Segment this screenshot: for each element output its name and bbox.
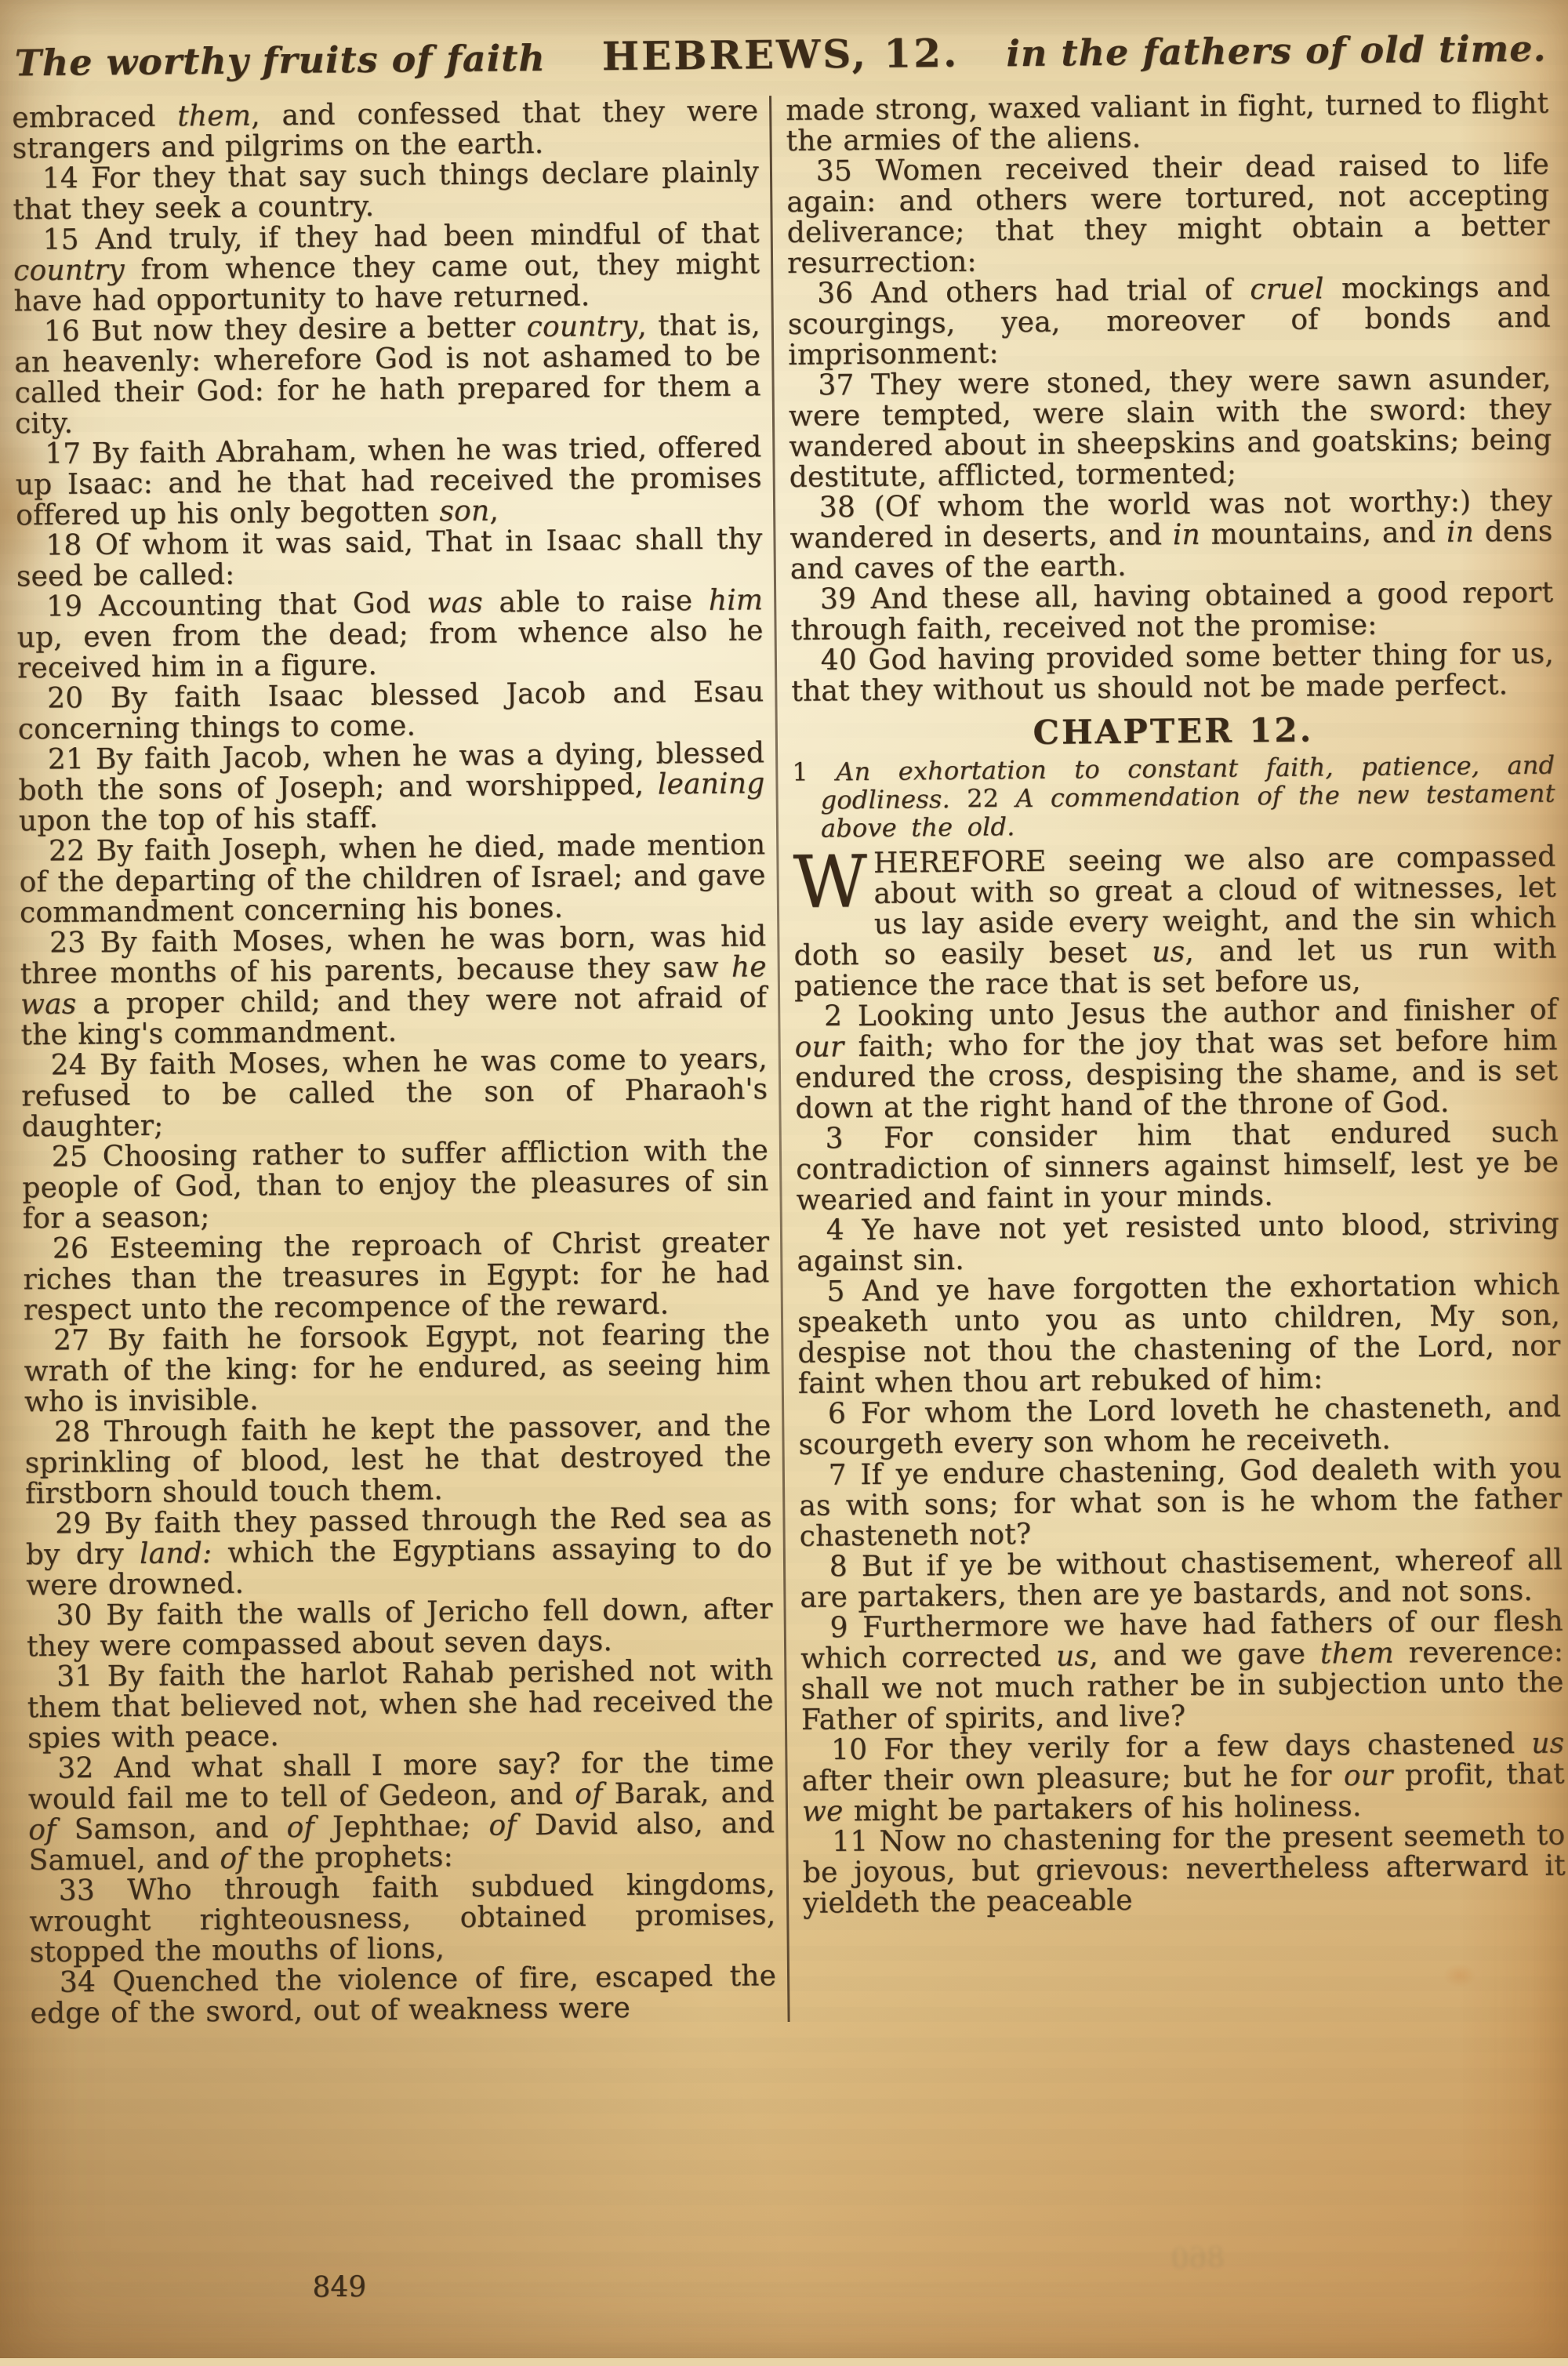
verse-number: 27 — [53, 1324, 90, 1357]
verse-number: 14 — [42, 162, 79, 196]
italic-word: he was — [20, 951, 767, 1022]
verse-number: 7 — [828, 1459, 848, 1492]
italic-word: land: — [139, 1537, 212, 1570]
verse-number: 34 — [59, 1966, 96, 1999]
verse-7: 7 If ye endure chastening, God dealeth with you as with sons; for what son is he whom the father chasteneth not? — [799, 1452, 1563, 1553]
verse-28: 28 Through faith he kept the passover, and the sprinkling of blood, lest he that destroyed the firstborn should touch them. — [24, 1410, 771, 1511]
verse-number: 16 — [43, 315, 81, 349]
verse-number: 39 — [819, 583, 857, 616]
verse-number: 6 — [827, 1398, 847, 1431]
upright-number: 1 — [792, 757, 809, 787]
verse-11: 11 Now no chastening for the present seemeth to be joyous, but grievous: nevertheless afterward it yieldeth the peaceable — [802, 1819, 1566, 1920]
verse-number: 33 — [58, 1874, 96, 1907]
verse-5: 5 And ye have forgotten the exhortation which speaketh unto you as unto children, My son, despise not thou the chastening of the Lord, nor faint when thou art rebuked of him: — [797, 1268, 1561, 1400]
italic-word: them — [1319, 1637, 1395, 1671]
verse-16: 16 But now they desire a better country, that is, an heavenly: wherefore God is not ashamed to be called their God: for he hath prepared for them a city. — [14, 309, 761, 441]
verse-number: 8 — [829, 1551, 848, 1584]
verse-20: 20 By faith Isaac blessed Jacob and Esau concerning things to come. — [17, 676, 764, 746]
italic-word: leaning — [657, 767, 765, 801]
verse-21: 21 By faith Jacob, when he was a dying, blessed both the sons of Joseph; and worshipped, leaning upon the top of his staff. — [18, 737, 765, 838]
left-column — [12, 96, 777, 2029]
verse-number: 26 — [52, 1232, 89, 1265]
verse-34: 34 Quenched the violence of fire, escaped the edge of the sword, out of weakness were — [30, 1960, 777, 2030]
verse-number: 30 — [56, 1599, 93, 1632]
italic-word: of — [488, 1809, 517, 1842]
verse-14: 14 For they that say such things declare plainly that they seek a country. — [13, 156, 760, 227]
italic-word: us — [1531, 1727, 1565, 1760]
verse-4: 4 Ye have not yet resisted unto blood, striving against sin. — [797, 1207, 1560, 1278]
verse-29: 29 By faith they passed through the Red sea as by dry land: which the Egyptians assaying to do were drowned. — [25, 1501, 773, 1602]
running-head-title: HEBREWS, 12. — [601, 29, 960, 80]
italic-word: of — [220, 1842, 248, 1875]
verse-18: 18 Of whom it was said, That in Isaac shall thy seed be called: — [16, 523, 763, 593]
verse-number: 40 — [820, 644, 858, 677]
bleedthrough-ghost-text: 860 — [1170, 2241, 1225, 2277]
verse-number: 15 — [42, 223, 79, 257]
chapter-heading: CHAPTER 12. — [1033, 710, 1314, 752]
italic-word: was — [426, 586, 484, 620]
verse-8: 8 But if ye be without chastisement, whereof all are partakers, then are ye bastards, and not sons. — [800, 1544, 1563, 1614]
verse-38: 38 (Of whom the world was not worthy:) they wandered in deserts, and in mountains, and in dens and caves of the earth. — [789, 484, 1553, 586]
verse-40: 40 God having provided some better thing for us, that they without us should not be made perfect. — [791, 637, 1555, 708]
verse-number: 22 — [48, 835, 85, 868]
running-head-left: The worthy fruits of faith — [14, 36, 546, 85]
verse-30: 30 By faith the walls of Jericho fell down, after they were compassed about seven days. — [26, 1593, 773, 1664]
verse-number: 2 — [823, 1000, 843, 1033]
italic-word: we — [801, 1795, 844, 1828]
verse-number: 38 — [818, 492, 856, 524]
verse-number: 21 — [47, 743, 85, 776]
verse-32: 32 And what shall I more say? for the time would fail me to tell of Gedeon, and of Barak, and of Samson, and of Jephthae; of David also, and Samuel, and of the prophets: — [27, 1746, 775, 1878]
verse-1-dropcap-paragraph: WHEREFORE seeing we also are compassed about with so great a cloud of witnesses, let us lay aside every weight, and the sin which doth so easily beset us, and let us run with patience the race that is set before us, — [793, 839, 1557, 1003]
running-head-right: in the fathers of old time. — [1006, 27, 1547, 75]
continued-verse: embraced them, and confessed that they were strangers and pilgrims on the earth. — [12, 95, 759, 165]
verse-6: 6 For whom the Lord loveth he chasteneth, and scourgeth every son whom he receiveth. — [798, 1391, 1562, 1461]
italic-word: cruel — [1250, 273, 1324, 307]
text-columns — [12, 89, 1566, 2030]
verse-10: 10 For they verily for a few days chastened us after their own pleasure; but he for our profit, that we might be partakers of his holiness. — [801, 1727, 1565, 1828]
italic-word: of — [574, 1778, 603, 1811]
italic-word: us — [1152, 936, 1185, 969]
verse-number: 35 — [815, 155, 853, 188]
italic-word: son — [439, 495, 490, 528]
verse-number: 5 — [826, 1276, 845, 1308]
verse-25: 25 Choosing rather to suffer affliction with the people of God, than to enjoy the pleasures of sin for a season; — [22, 1134, 769, 1236]
verse-26: 26 Esteeming the reproach of Christ greater riches than the treasures in Egypt: for he had respect unto the recompence of the reward. — [23, 1226, 770, 1327]
verse-9: 9 Furthermore we have had fathers of our flesh which corrected us, and we gave them reverence: shall we not much rather be in subjection unto the Father of spirits, and live? — [800, 1605, 1564, 1736]
verse-27: 27 By faith he forsook Egypt, not fearing the wrath of the king: for he endured, as seeing him who is invisible. — [24, 1318, 771, 1419]
running-head — [14, 24, 1546, 85]
verse-number: 4 — [826, 1214, 845, 1247]
verse-number: 37 — [818, 369, 855, 402]
verse-number: 20 — [46, 682, 84, 716]
verse-35: 35 Women received their dead raised to life again: and others were tortured, not accepting deliverance; that they might obtain a better resurrection: — [786, 148, 1550, 280]
verse-39: 39 And these all, having obtained a good report through faith, received not the promise: — [790, 576, 1554, 647]
italic-word: our — [1343, 1759, 1393, 1793]
verse-2: 2 Looking unto Jesus the author and finisher of our faith; who for the joy that was set before him endured the cross, despising the shame, and is set down at the right hand of the throne of God. — [794, 993, 1559, 1125]
verse-number: 24 — [50, 1049, 88, 1082]
italic-word: An exhortation to constant faith, patience, and godliness. — [820, 749, 1555, 815]
verse-number: 31 — [56, 1660, 93, 1693]
verse-number: 11 — [832, 1826, 869, 1859]
verse-number: 29 — [55, 1508, 92, 1540]
verse-19: 19 Accounting that God was able to raise him up, even from the dead; from whence also he received him in a figure. — [16, 584, 764, 685]
right-column — [786, 89, 1567, 2022]
chapter-summary — [792, 751, 1555, 843]
verse-number: 19 — [45, 590, 83, 624]
italic-word: in — [1172, 518, 1201, 552]
italic-word: them — [177, 100, 252, 133]
upright-number: 22 — [966, 783, 1000, 814]
verse-37: 37 They were stoned, they were sawn asunder, were tempted, were slain with the sword: they wandered about in sheepskins and goatskins; being destitute, afflicted, tormented; — [788, 362, 1552, 494]
verse-24: 24 By faith Moses, when he was come to years, refused to be called the son of Pharaoh's daughter; — [21, 1043, 768, 1144]
verse-number: 36 — [817, 278, 854, 310]
verse-number: 18 — [45, 529, 82, 563]
continued-verse: made strong, waxed valiant in fight, turned to flight the armies of the aliens. — [786, 87, 1549, 158]
italic-word: of — [286, 1811, 315, 1845]
verse-23: 23 By faith Moses, when he was born, was hid three months of his parents, because they saw he was a proper child; and they were not afraid of the king's commandment. — [20, 920, 768, 1052]
page-number: 849 — [312, 2271, 367, 2304]
verse-3: 3 For consider him that endured such contradiction of sinners against himself, lest ye be wearied and faint in your minds. — [796, 1116, 1559, 1217]
verse-number: 17 — [44, 437, 82, 471]
verse-33: 33 Who through faith subdued kingdoms, wrought righteousness, obtained promises, stopped the mouths of lions, — [29, 1868, 776, 1969]
verse-number: 28 — [53, 1416, 91, 1449]
italic-word: country — [13, 254, 125, 288]
italic-word: in — [1446, 516, 1475, 549]
verse-22: 22 By faith Joseph, when he died, made mention of the departing of the children of Israel; and gave commandment concerning his bones. — [19, 829, 766, 930]
dropcap-letter: W — [793, 839, 866, 924]
italic-word: country — [526, 310, 638, 344]
verse-31: 31 By faith the harlot Rahab perished not with them that believed not, when she had received the spies with peace. — [27, 1654, 774, 1755]
verse-17: 17 By faith Abraham, when he was tried, offered up Isaac: and he that had received the promises offered up his only begotten son, — [15, 431, 762, 532]
italic-word: of — [28, 1813, 56, 1847]
verse-number: 25 — [51, 1141, 89, 1174]
verse-number: 23 — [49, 927, 86, 960]
verse-number: 9 — [829, 1612, 848, 1645]
verse-15: 15 And truly, if they had been mindful of that country from whence they came out, they might have had opportunity to have returned. — [13, 217, 760, 318]
italic-word: him — [708, 584, 764, 617]
verse-number: 32 — [57, 1752, 94, 1785]
italic-word: us — [1055, 1640, 1090, 1673]
verse-36: 36 And others had trial of cruel mockings and scourgings, yea, moreover of bonds and imprisonment: — [787, 270, 1552, 372]
verse-number: 10 — [830, 1734, 868, 1767]
verse-number: 3 — [825, 1123, 844, 1156]
italic-word: our — [794, 1031, 844, 1064]
italic-word: A commendation of the new testament above the old. — [820, 778, 1555, 844]
